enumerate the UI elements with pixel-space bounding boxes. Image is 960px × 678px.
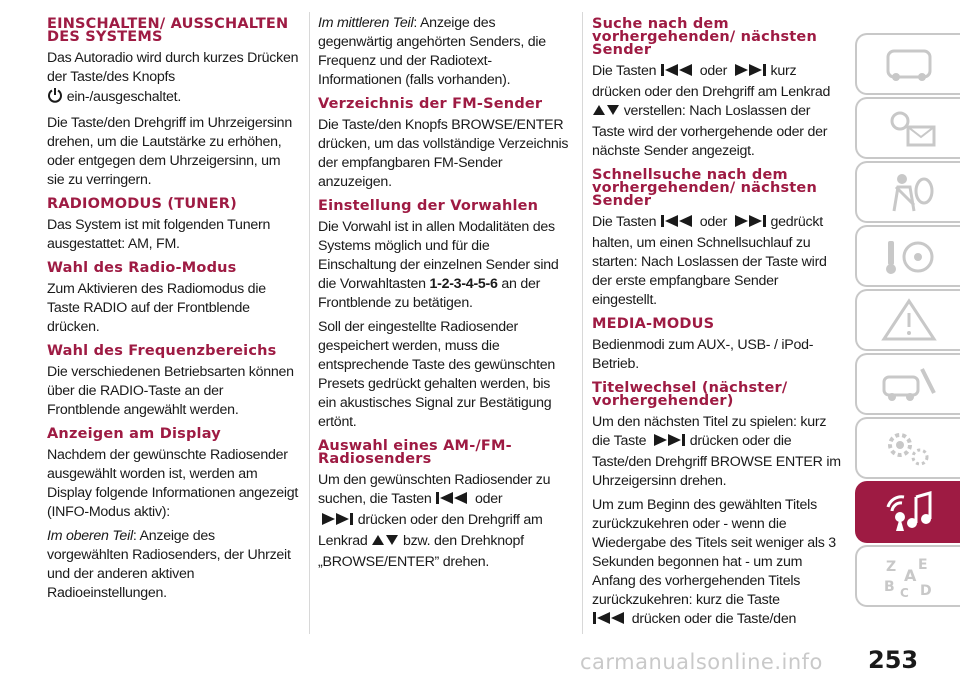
heading-am-fm: Auswahl eines AM-/FM-Radiosenders [318, 438, 512, 467]
tab-index[interactable] [855, 545, 960, 607]
text-pn-a: Die Tasten [592, 63, 657, 79]
svg-text:B: B [883, 579, 895, 595]
label-middle-part: Im mittleren Teil [318, 15, 414, 31]
heading-fast-search: Schnellsuche nach dem vorhergehenden/ nächsten Sender [592, 167, 817, 209]
multimedia-radio-icon [874, 487, 944, 537]
seek-forward-icon [650, 433, 686, 453]
text-middle-part: : Anzeige des gegenwärtig angehörten Senders, die Frequenz und der Radiotext-Informationen (falls vorhanden). [318, 15, 546, 88]
car-dashboard-icon [874, 39, 944, 89]
text-track-b: drücken oder die Taste/den Drehgriff BROWSE ENTER im Uhrzeigersinn drehen. [592, 433, 841, 489]
paragraph-media: Bedienmodi zum AUX-, USB- / iPod-Betrieb. [592, 337, 814, 372]
paragraph-radio-mode-select: Zum Aktivieren des Radiomodus die Taste RADIO auf der Frontblende drücken. [47, 281, 266, 335]
paragraph-bands: Die verschiedenen Betriebsarten können über die RADIO-Taste an der Frontblende angewählt werden. [47, 364, 294, 418]
seatbelt-airbag-icon [874, 167, 944, 217]
seek-back-icon [435, 491, 471, 511]
seek-back-icon [660, 63, 696, 83]
paragraph-fm-list: Die Taste/den Knopfs BROWSE/ENTER drücken, um das vollständige Verzeichnis der empfangbaren FM-Sender anzuzeigen. [318, 117, 569, 190]
svg-text:C: C [899, 586, 909, 600]
text-begin-a: Um zum Beginn des gewählten Titels zurückzukehren oder - wenn die Wiedergabe des Titels seit weniger als 3 Sekunden begonnen hat - um zum Anfang des vorhergehenden Titels zurückzukehren: kurz die Taste [592, 497, 836, 608]
svg-text:D: D [919, 583, 932, 599]
svg-text:Z: Z [885, 559, 896, 575]
text-system-b: ein-/ausgeschaltet. [66, 89, 182, 105]
text-am-fm-d: bzw. den Drehknopf „BROWSE/ENTER” drehen. [318, 533, 524, 570]
index-abc-icon [874, 551, 944, 601]
heading-media: MEDIA-MODUS [592, 316, 715, 332]
heading-radiomode: RADIOMODUS (TUNER) [47, 196, 237, 212]
steering-arrows-icon [592, 103, 620, 123]
text-pn-d: verstellen: Nach Loslassen der Taste wird der vorhergehende oder der nächste Sender angezeigt. [592, 103, 828, 159]
paragraph-track [592, 413, 844, 491]
tab-warning-lights[interactable] [855, 97, 960, 159]
warning-lights-icon [874, 103, 944, 153]
paragraph-tuners: Das System ist mit folgenden Tunern ausgestattet: AM, FM. [47, 217, 271, 252]
text-track-a: Um den nächsten Titel zu spielen: kurz die Taste [592, 414, 827, 449]
heading-display: Anzeigen am Display [47, 426, 221, 442]
settings-gears-icon [874, 423, 944, 473]
text-upper-part: : Anzeige des vorgewählten Radiosenders, der Uhrzeit und der anderen aktiven Radioeinstellungen. [47, 528, 291, 601]
tab-technical-data[interactable] [855, 417, 960, 479]
heading-bands: Wahl des Frequenzbereichs [47, 343, 277, 359]
text-am-fm-c: drücken oder den Drehgriff am Lenkrad [318, 512, 543, 549]
column-divider [309, 12, 310, 634]
tab-maintenance[interactable] [855, 353, 960, 415]
text-system-a: Das Autoradio wird durch kurzes Drücken der Taste/des Knopfs [47, 50, 299, 85]
text-fast-b: oder [699, 214, 728, 230]
tab-multimedia[interactable] [855, 481, 960, 543]
watermark: carmanualsonline.info [580, 650, 823, 674]
text-pn-b: oder [699, 63, 728, 79]
heading-radio-mode-select: Wahl des Radio-Modus [47, 260, 237, 276]
text-presets-b: an der Frontblende zu betätigen. [318, 276, 541, 311]
heading-fm-list: Verzeichnis der FM-Sender [318, 96, 543, 112]
column-left [47, 12, 299, 608]
label-upper-part: Im oberen Teil [47, 528, 133, 544]
paragraph-track-begin [592, 496, 844, 631]
column-divider [582, 12, 583, 634]
heading-track: Titelwechsel (nächster/ vorhergehender) [592, 380, 788, 409]
text-am-fm-b: oder [474, 491, 503, 507]
paragraph-am-fm [318, 471, 570, 572]
preset-keys-label: 1-2-3-4-5-6 [429, 276, 498, 292]
steering-arrows-icon [371, 533, 399, 553]
text-presets-a: Die Vorwahl ist in allen Modalitäten des Systems möglich und für die Einschaltung der einzelnen Sender sind die Vorwahltasten [318, 219, 559, 292]
paragraph-volume: Die Taste/den Drehgriff im Uhrzeigersinn drehen, um die Lautstärke zu erhöhen, oder entgegen dem Uhrzeigersinn, um sie zu verringern. [47, 115, 292, 188]
heading-presets: Einstellung der Vorwahlen [318, 198, 539, 214]
seek-back-icon [660, 214, 696, 234]
svg-text:A: A [903, 566, 916, 585]
paragraph-middle-part [318, 14, 570, 90]
column-right [592, 12, 844, 636]
triangle-warning-icon [874, 295, 944, 345]
heading-prev-next: Suche nach dem vorhergehenden/ nächsten Sender [592, 16, 817, 58]
paragraph-fast-search [592, 213, 844, 310]
seek-forward-icon [318, 512, 354, 532]
text-begin-b: drücken oder die Taste/den [631, 611, 797, 627]
column-middle [318, 12, 570, 577]
text-pn-c: kurz drücken oder den Drehgriff am Lenkrad [592, 63, 831, 100]
paragraph-prev-next [592, 62, 844, 161]
paragraph-display: Nachdem der gewünschte Radiosender ausgewählt worden ist, werden am Display folgende Informationen angezeigt (INFO-Modus aktiv): [47, 447, 299, 520]
svg-text:E: E [917, 557, 928, 573]
text-am-fm-a: Um den gewünschten Radiosender zu suchen, die Tasten [318, 472, 551, 507]
tab-dashboard[interactable] [855, 33, 960, 95]
tab-safety[interactable] [855, 161, 960, 223]
paragraph-presets [318, 218, 570, 313]
text-fast-c: gedrückt halten, um einen Schnellsuchlauf zu starten: Nach Loslassen der Taste wird der erste empfangbare Sender eingestellt. [592, 214, 827, 308]
page-number: 253 [868, 646, 919, 674]
tab-emergency[interactable] [855, 289, 960, 351]
steering-key-icon [874, 231, 944, 281]
tab-starting-driving[interactable] [855, 225, 960, 287]
power-icon [47, 87, 63, 109]
heading-system-onoff: EINSCHALTEN/ AUSSCHALTEN DES SYSTEMS [47, 16, 289, 45]
seek-forward-icon [731, 214, 767, 234]
car-wrench-icon [874, 359, 944, 409]
paragraph-upper-part [47, 527, 299, 603]
text-fast-a: Die Tasten [592, 214, 657, 230]
paragraph-save-preset: Soll der eingestellte Radiosender gespeichert werden, muss die entsprechende Taste des gewünschten Presets gedrückt gehalten werden, bis ein akustisches Signal zur Bestätigung ertönt. [318, 319, 556, 430]
paragraph-system-onoff [47, 49, 299, 109]
seek-forward-icon [731, 63, 767, 83]
seek-back-icon [592, 611, 628, 631]
